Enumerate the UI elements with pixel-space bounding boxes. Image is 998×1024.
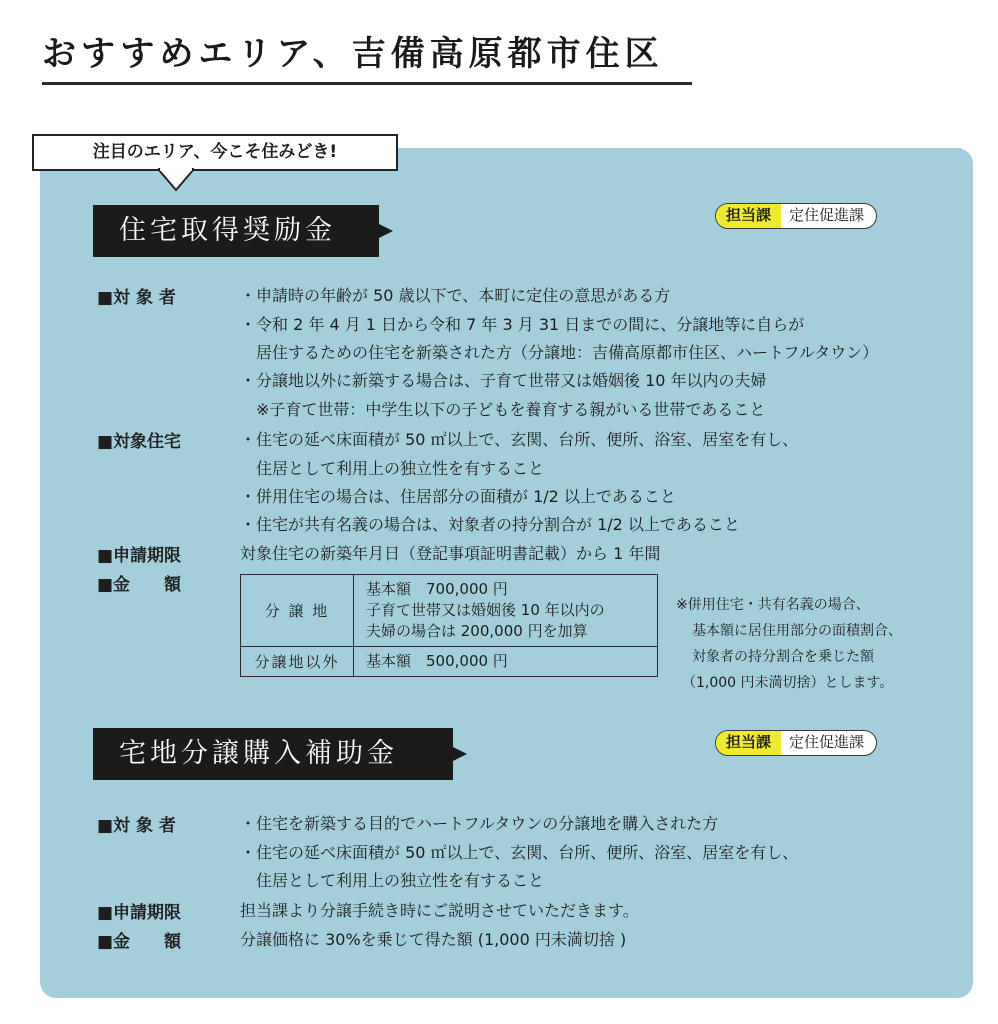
badge-dept: 定住促進課	[789, 206, 865, 224]
text-line: ・併用住宅の場合は、住居部分の面積が 1/2 以上であること	[240, 487, 676, 506]
label-deadline: ■申請期限	[97, 903, 182, 923]
label-target-person: ■対 象 者	[97, 288, 176, 308]
callout-bubble: 注目のエリア、今こそ住みどき!	[32, 134, 398, 171]
department-badge	[715, 203, 877, 229]
label-deadline: ■申請期限	[97, 546, 182, 566]
label-target-housing: ■対象住宅	[97, 432, 182, 452]
text-line: 担当課より分譲手続き時にご説明させていただきます。	[240, 901, 639, 920]
text-line: ・令和 2 年 4 月 1 日から令和 7 年 3 月 31 日までの間に、分譲地等に自らが	[240, 315, 805, 334]
text-line: ・申請時の年齢が 50 歳以下で、本町に定住の意思がある方	[240, 286, 671, 305]
text-line: 対象住宅の新築年月日（登記事項証明書記載）から 1 年間	[240, 544, 661, 563]
amount-note	[676, 592, 902, 696]
table-row	[241, 575, 658, 647]
callout-bubble-tail	[158, 168, 194, 192]
badge-tag: 担当課	[716, 204, 781, 228]
heading-arrow	[379, 224, 393, 238]
label-amount: ■金 額	[97, 575, 182, 595]
note-line: 基本額に居住用部分の面積割合、	[692, 623, 902, 639]
table-value-line: 子育て世帯又は婚姻後 10 年以内の	[366, 601, 605, 619]
badge-dept: 定住促進課	[789, 733, 865, 751]
text-line: ・住宅が共有名義の場合は、対象者の持分割合が 1/2 以上であること	[240, 515, 740, 534]
section-heading-text: 宅地分譲購入補助金	[119, 738, 398, 769]
text-line: 住居として利用上の独立性を有すること	[256, 871, 545, 890]
section-heading-housing-grant	[93, 205, 379, 257]
department-badge	[715, 730, 877, 756]
label-target-person: ■対 象 者	[97, 816, 176, 836]
title-underline	[42, 82, 692, 85]
table-key: 分譲地以外	[241, 647, 354, 677]
amount-table	[240, 574, 658, 677]
heading-arrow	[453, 747, 467, 761]
table-value-line: 夫婦の場合は 200,000 円を加算	[366, 622, 588, 640]
text-line: 住居として利用上の独立性を有すること	[256, 459, 545, 478]
text-line: ・住宅の延べ床面積が 50 ㎡以上で、玄関、台所、便所、浴室、居室を有し、	[240, 430, 799, 449]
table-value-line: 基本額 500,000 円	[366, 652, 508, 670]
section-heading-text: 住宅取得奨励金	[119, 215, 336, 246]
badge-tag: 担当課	[716, 731, 781, 755]
page-title: おすすめエリア、吉備高原都市住区	[42, 34, 664, 74]
label-amount: ■金 額	[97, 932, 182, 952]
section-heading-land-subsidy	[93, 728, 453, 780]
text-line: ・住宅を新築する目的でハートフルタウンの分譲地を購入された方	[240, 814, 719, 833]
text-line: ・分譲地以外に新築する場合は、子育て世帯又は婚姻後 10 年以内の夫婦	[240, 371, 767, 390]
table-row	[241, 647, 658, 677]
table-value	[354, 647, 658, 677]
table-value-line: 基本額 700,000 円	[366, 580, 508, 598]
text-line: 分譲価格に 30%を乗じて得た額 (1,000 円未満切捨 )	[240, 930, 627, 949]
table-value	[354, 575, 658, 647]
table-key: 分 譲 地	[241, 575, 354, 647]
text-line: 居住するための住宅を新築された方（分譲地：吉備高原都市住区、ハートフルタウン）	[256, 343, 879, 362]
note-line: 対象者の持分割合を乗じた額	[692, 649, 874, 665]
note-line: ※併用住宅・共有名義の場合、	[676, 597, 870, 613]
text-line: ・住宅の延べ床面積が 50 ㎡以上で、玄関、台所、便所、浴室、居室を有し、	[240, 843, 799, 862]
text-line: ※子育て世帯：中学生以下の子どもを養育する親がいる世帯であること	[256, 400, 766, 419]
note-line: （1,000 円未満切捨）とします。	[682, 675, 894, 691]
